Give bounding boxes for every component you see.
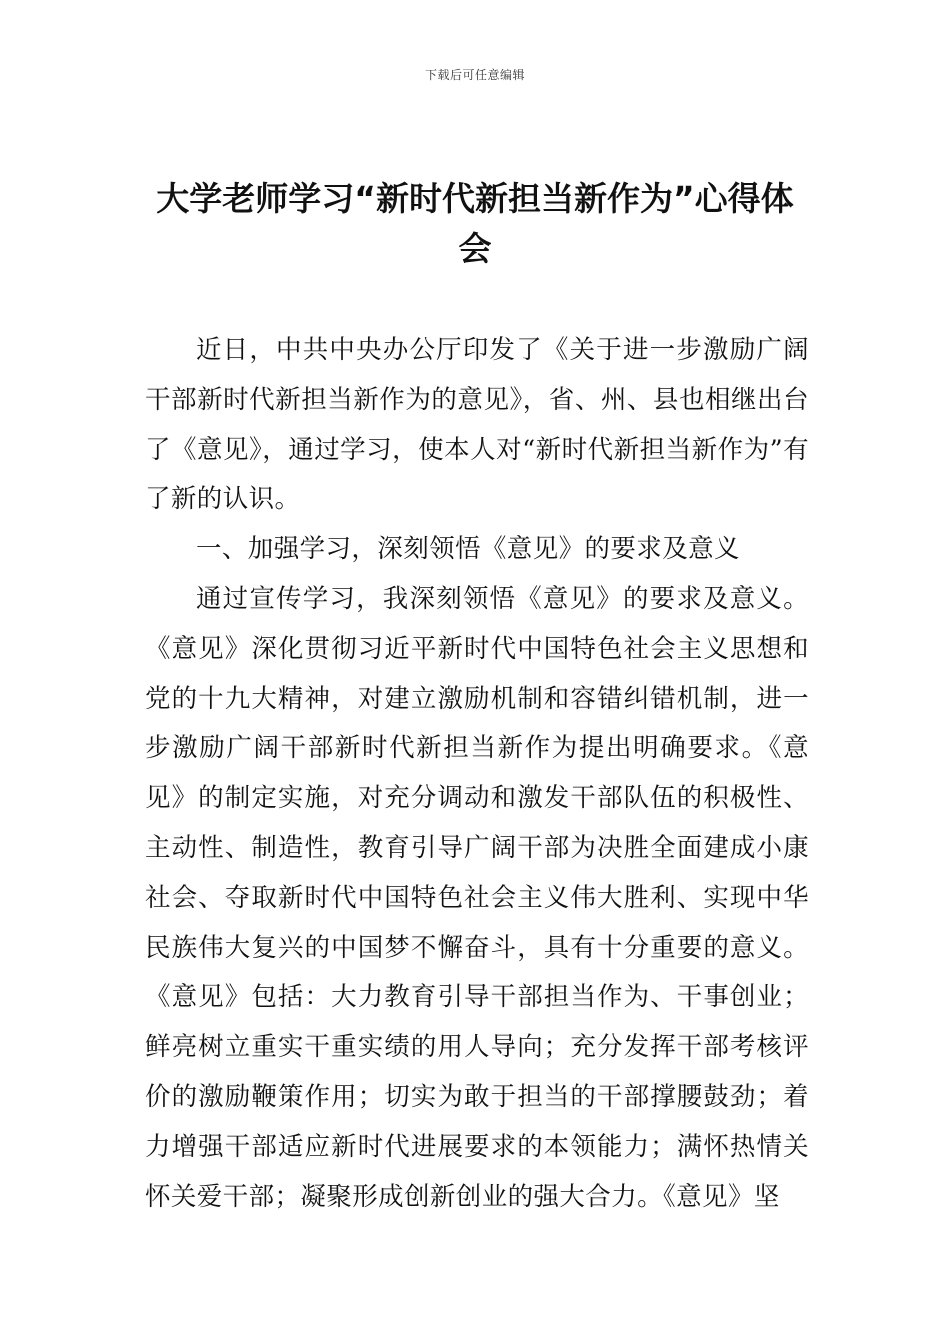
document-title: 大学老师学习“新时代新担当新作为”心得体会 (156, 179, 794, 268)
body-paragraph: 通过宣传学习，我深刻领悟《意见》的要求及意义。《意见》深化贯彻习近平新时代中国特色社会主义思想和党的十九大精神，对建立激励机制和容错纠错机制，进一步激励广阔干部新时代新担当新作为提出明确要求。《意见》的制定实施，对充分调动和激发干部队伍的积极性、主动性、制造性，教育引导广阔干部为决胜全面建成小康社会、夺取新时代中国特色社会主义伟大胜利、实现中华民族伟大复兴的中国梦不懈奋斗，具有十分重要的意义。《意见》包括：大力教育引导干部担当作为、干事创业；鲜亮树立重实干重实绩的用人导向；充分发挥干部考核评价的激励鞭策作用；切实为敢于担当的干部撑腰鼓劲；着力增强干部适应新时代进展要求的本领能力；满怀热情关怀关爱干部；凝聚形成创新创业的强大合力。《意见》坚 (145, 583, 809, 1212)
section-heading: 一、加强学习，深刻领悟《意见》的要求及意义 (196, 534, 740, 565)
body-paragraph: 近日，中共中央办公厅印发了《关于进一步激励广阔干部新时代新担当新作为的意见》，省、州、县也相继出台了《意见》，通过学习，使本人对“新时代新担当新作为”有了新的认识。 (145, 335, 809, 515)
document-body (145, 326, 809, 1222)
header-note: 下载后可任意编辑 (424, 68, 525, 82)
